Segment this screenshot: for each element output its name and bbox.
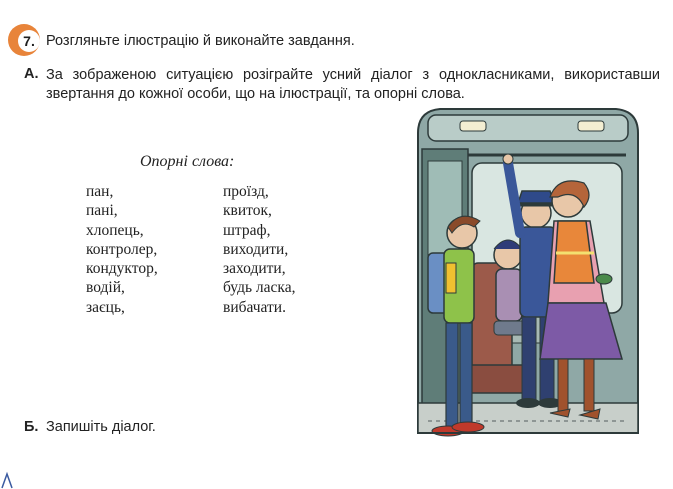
part-a-text	[46, 66, 660, 104]
part-a-label: А.	[24, 66, 39, 82]
word-item: заходити,	[223, 260, 286, 278]
word-item: штраф,	[223, 221, 271, 239]
word-item: контролер,	[86, 240, 158, 258]
word-item: виходити,	[223, 240, 289, 258]
word-item: будь ласка,	[223, 279, 296, 297]
bus-scene-illustration	[408, 103, 648, 453]
word-item: хлопець,	[86, 221, 144, 239]
part-b-text: Запишіть діалог.	[46, 419, 156, 435]
margin-mark-icon	[0, 470, 14, 489]
support-words-title: Опорні слова:	[140, 153, 235, 170]
task-number-badge	[8, 24, 40, 56]
part-b-label: Б.	[24, 419, 39, 435]
word-item: проїзд,	[223, 183, 269, 200]
word-item: пан,	[86, 183, 114, 200]
word-item: заєць,	[86, 298, 125, 316]
word-item: водій,	[86, 279, 125, 297]
word-item: пані,	[86, 202, 118, 220]
word-item: кондуктор,	[86, 260, 158, 278]
word-item: квиток,	[223, 202, 272, 220]
part-a-line-2: звертання до кожної особи, що на ілюстрації, та опорні слова.	[46, 86, 465, 102]
part-a-line-1: За зображеною ситуацією розіграйте усний діалог з однокласниками, використавши	[46, 67, 660, 83]
support-words-column-2	[223, 182, 295, 317]
task-instruction: Розгляньте ілюстрацію й виконайте завдання.	[46, 33, 355, 49]
task-number: 7.	[18, 30, 40, 52]
word-item: вибачати.	[223, 298, 286, 316]
support-words-column-1	[86, 182, 158, 317]
